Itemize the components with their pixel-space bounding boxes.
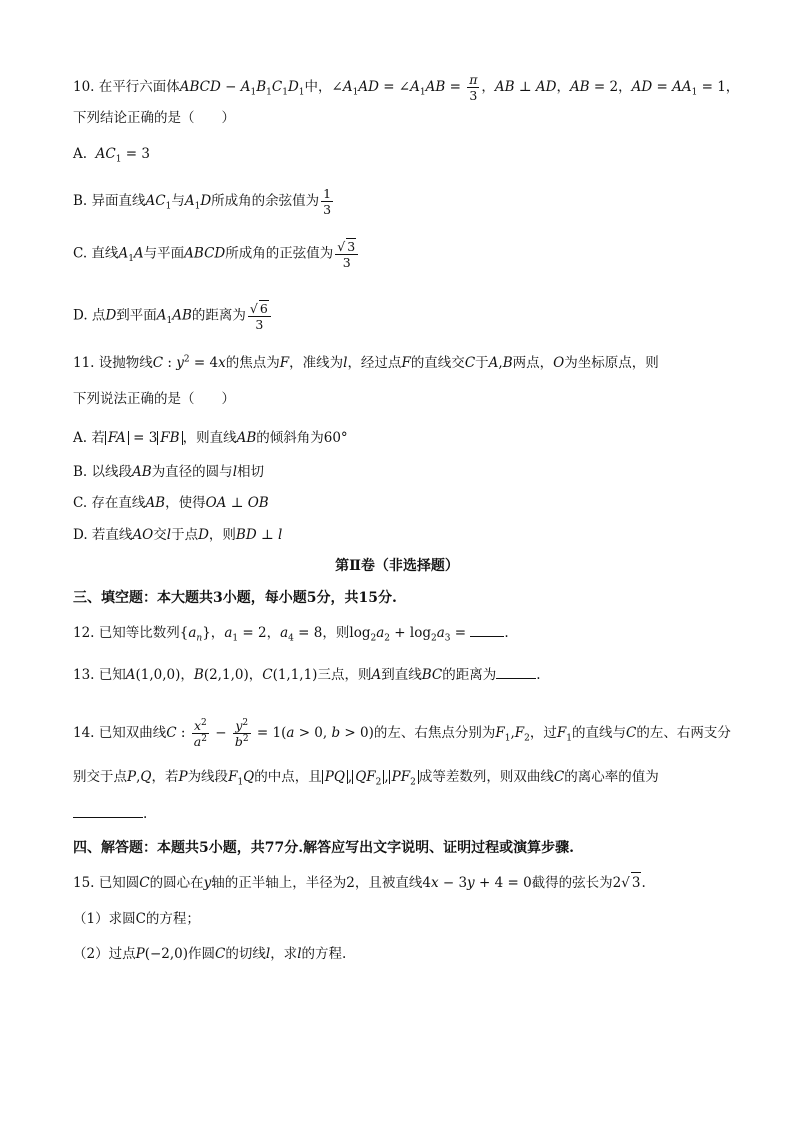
q10-option-c: C. 直线$A_1A$与平面ABCD所成角的正弦值为 $\frac{√ 3}{3}$ bbox=[73, 238, 360, 270]
q10-option-d: D. 点D到平面$A_1AB$的距离为 $\frac{√ 6}{3}$ bbox=[73, 300, 273, 332]
q10-option-b: B. 异面直线$AC_1$与$A_1D$所成角的余弦值为 $\frac{1}{3}$ bbox=[73, 186, 332, 217]
q14-line2: 别交于点P,Q，若P为线段$F_1Q$的中点，且 PQ , $QF_2$ , $PF_2$ 成等差数列，则双曲线C的离心率的值为 bbox=[73, 769, 659, 788]
q11-option-d: D. 若直线AO交l于点D，则BD ⊥ l bbox=[73, 527, 283, 543]
q10-stem-line2: 下列结论正确的是（ ） bbox=[73, 110, 235, 126]
section4-title: 四、解答题：本题共5小题，共77分.解答应写出文字说明、证明过程或演算步骤. bbox=[73, 840, 574, 856]
q11-option-b: B. 以线段AB为直径的圆与l相切 bbox=[73, 464, 265, 480]
q12: 12. 已知等比数列$\{a_n\}$，$a_1 = 2$，$a_4 = 8$，则$\log_2a_2 + \log_2a_3$ = . bbox=[73, 625, 509, 644]
q11-stem-line2: 下列说法正确的是（ ） bbox=[73, 391, 235, 407]
part2-title: 第Ⅱ卷（非选择题） bbox=[335, 558, 459, 574]
q10-option-a: A. $AC_1 = 3$ bbox=[73, 146, 150, 165]
q13: 13. 已知A(1,0,0)，B(2,1,0)，C(1,1,1)三点，则A到直线BC的距离为 . bbox=[73, 667, 541, 683]
q15-part2: （2）过点P(−2,0)作圆C的切线l，求l的方程. bbox=[73, 946, 347, 962]
q15-stem: 15. 已知圆C的圆心在y轴的正半轴上，半径为2，且被直线4x − 3y + 4 = 0截得的弦长为2√ 3. bbox=[73, 872, 646, 893]
section3-title: 三、填空题：本大题共3小题，每小题5分，共15分. bbox=[73, 590, 397, 606]
q14-line3: . bbox=[73, 804, 147, 824]
q11-option-a: A. 若 FA = 3 FB ，则直线AB的倾斜角为60° bbox=[73, 430, 348, 446]
q11-stem-line1: 11. 设抛物线C : $y^2 = 4x$的焦点为F，准线为l，经过点F的直线交C于A,B两点，O为坐标原点，则 bbox=[73, 354, 659, 371]
q10-stem-line1: 10. 在平行六面体ABCD − $A_1B_1C_1D_1$中，$\angle A_1AD$ = $\angle A_1AB$ = $\frac{\pi}{3}$ ，AB ⊥ AD，AB = 2，AD = $AA_1 = 1$， bbox=[73, 72, 740, 103]
q11-option-c: C. 存在直线AB，使得OA ⊥ OB bbox=[73, 495, 269, 511]
q14-line1: 14. 已知双曲线C : $\frac{x^2}{a^2}$ − $\frac{y^2}{b^2}$ = 1(a > 0, b > 0)的左、右焦点分别为$F_1,F_2$，过$F_1$的直线与C的左、右两支分 bbox=[73, 717, 731, 749]
q15-part1: （1）求圆C的方程； bbox=[73, 911, 200, 927]
